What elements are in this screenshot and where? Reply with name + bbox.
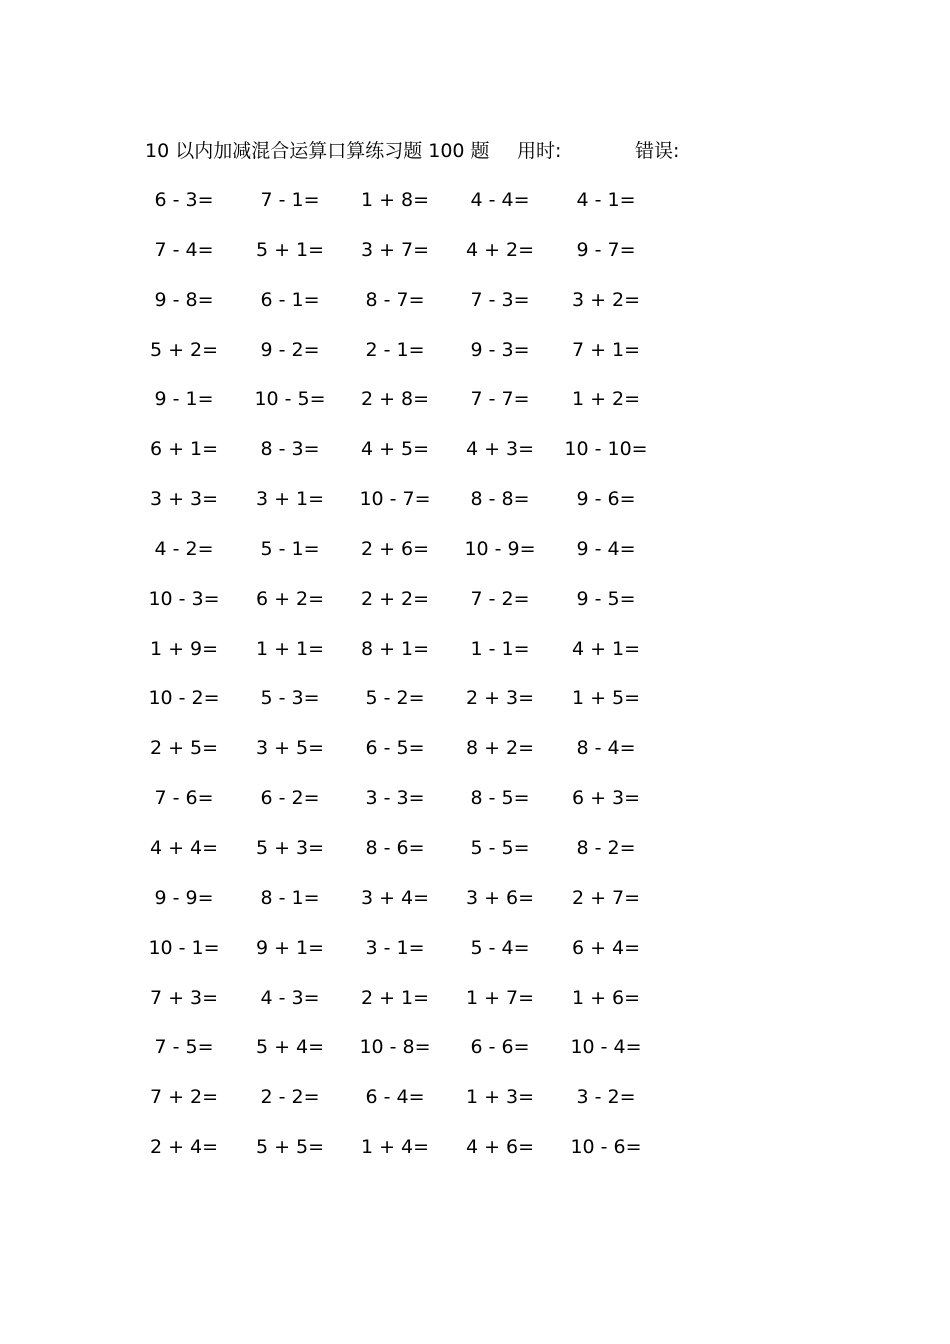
math-problem: 3 + 3= [149, 488, 219, 511]
math-problem: 4 + 5= [360, 438, 430, 461]
math-problem: 4 + 2= [465, 238, 535, 261]
problem-row [145, 585, 685, 635]
math-problem: 2 + 6= [360, 537, 430, 560]
problem-grid [145, 186, 685, 1183]
math-problem: 4 + 1= [571, 637, 641, 660]
math-problem: 6 + 1= [149, 438, 219, 461]
math-problem: 2 - 1= [365, 338, 425, 361]
math-problem: 5 + 2= [149, 338, 219, 361]
math-problem: 1 + 2= [571, 388, 641, 411]
math-problem: 8 - 1= [260, 886, 320, 909]
math-problem: 4 - 1= [576, 189, 636, 211]
math-problem: 1 - 1= [470, 637, 530, 660]
math-problem: 7 - 3= [470, 288, 530, 311]
math-problem: 10 - 5= [254, 388, 326, 411]
math-problem: 8 - 3= [260, 438, 320, 461]
math-problem: 10 - 10= [564, 438, 648, 461]
math-problem: 6 + 2= [255, 587, 325, 610]
math-problem: 6 - 2= [260, 787, 320, 810]
math-problem: 3 + 2= [571, 288, 641, 311]
math-problem: 1 + 5= [571, 687, 641, 710]
math-problem: 8 + 1= [360, 637, 430, 660]
problem-row [145, 1033, 685, 1083]
math-problem: 3 + 7= [360, 238, 430, 261]
math-problem: 1 + 1= [255, 637, 325, 660]
math-problem: 4 - 2= [154, 537, 214, 560]
math-problem: 9 - 3= [470, 338, 530, 361]
math-problem: 9 - 2= [260, 338, 320, 361]
math-problem: 3 + 4= [360, 886, 430, 909]
math-problem: 9 - 6= [576, 488, 636, 511]
math-problem: 7 - 5= [154, 1036, 214, 1059]
math-problem: 3 + 1= [255, 488, 325, 511]
math-problem: 8 - 7= [365, 288, 425, 311]
problem-row [145, 784, 685, 834]
math-problem: 5 + 1= [255, 238, 325, 261]
math-problem: 10 - 1= [148, 936, 220, 959]
math-problem: 3 - 1= [365, 936, 425, 959]
math-problem: 10 - 4= [570, 1036, 642, 1059]
math-problem: 9 - 9= [154, 886, 214, 909]
errors-label: 错误: [635, 140, 680, 162]
math-problem: 5 - 4= [470, 936, 530, 959]
problem-row [145, 984, 685, 1034]
math-problem: 5 - 2= [365, 687, 425, 710]
problem-row [145, 834, 685, 884]
math-problem: 7 - 1= [260, 189, 320, 211]
math-problem: 9 - 4= [576, 537, 636, 560]
math-problem: 3 + 6= [465, 886, 535, 909]
math-problem: 5 + 3= [255, 836, 325, 859]
math-problem: 9 - 1= [154, 388, 214, 411]
math-problem: 10 - 8= [359, 1036, 431, 1059]
math-problem: 9 + 1= [255, 936, 325, 959]
math-problem: 6 - 1= [260, 288, 320, 311]
problem-row [145, 1133, 685, 1183]
math-problem: 8 - 6= [365, 836, 425, 859]
math-problem: 8 - 5= [470, 787, 530, 810]
math-problem: 1 + 7= [465, 986, 535, 1009]
problem-row [145, 684, 685, 734]
math-problem: 1 + 9= [149, 637, 219, 660]
math-problem: 10 - 3= [148, 587, 220, 610]
math-problem: 4 + 3= [465, 438, 535, 461]
problem-row [145, 435, 685, 485]
worksheet-title: 10 以内加减混合运算口算练习题 100 题 [145, 140, 490, 162]
math-problem: 2 + 7= [571, 886, 641, 909]
math-problem: 5 + 4= [255, 1036, 325, 1059]
math-problem: 9 - 7= [576, 238, 636, 261]
math-problem: 8 - 8= [470, 488, 530, 511]
problem-row [145, 884, 685, 934]
math-problem: 2 + 1= [360, 986, 430, 1009]
math-problem: 9 - 8= [154, 288, 214, 311]
math-problem: 10 - 2= [148, 687, 220, 710]
math-problem: 5 - 3= [260, 687, 320, 710]
math-problem: 4 + 6= [465, 1136, 535, 1159]
math-problem: 5 - 5= [470, 836, 530, 859]
math-problem: 4 - 3= [260, 986, 320, 1009]
math-problem: 10 - 7= [359, 488, 431, 511]
math-problem: 1 + 8= [360, 189, 430, 211]
math-problem: 1 + 3= [465, 1086, 535, 1109]
problem-row [145, 734, 685, 784]
math-problem: 5 + 5= [255, 1136, 325, 1159]
problem-row [145, 336, 685, 386]
problem-row [145, 485, 685, 535]
math-problem: 5 - 1= [260, 537, 320, 560]
problem-row [145, 286, 685, 336]
math-problem: 8 + 2= [465, 737, 535, 760]
math-problem: 6 - 6= [470, 1036, 530, 1059]
math-problem: 7 - 6= [154, 787, 214, 810]
math-problem: 9 - 5= [576, 587, 636, 610]
problem-row [145, 635, 685, 685]
math-problem: 6 - 4= [365, 1086, 425, 1109]
math-problem: 3 + 5= [255, 737, 325, 760]
math-problem: 1 + 4= [360, 1136, 430, 1159]
math-problem: 8 - 2= [576, 836, 636, 859]
math-problem: 7 - 2= [470, 587, 530, 610]
math-problem: 2 + 8= [360, 388, 430, 411]
math-problem: 2 + 2= [360, 587, 430, 610]
math-problem: 6 - 3= [154, 189, 214, 211]
math-problem: 2 + 3= [465, 687, 535, 710]
math-problem: 7 - 4= [154, 238, 214, 261]
math-problem: 2 - 2= [260, 1086, 320, 1109]
problem-row [145, 535, 685, 585]
math-problem: 10 - 9= [464, 537, 536, 560]
math-problem: 8 - 4= [576, 737, 636, 760]
math-problem: 2 + 5= [149, 737, 219, 760]
math-problem: 7 + 2= [149, 1086, 219, 1109]
problem-row [145, 186, 685, 236]
math-problem: 4 - 4= [470, 189, 530, 211]
math-problem: 3 - 3= [365, 787, 425, 810]
math-problem: 7 + 1= [571, 338, 641, 361]
math-problem: 10 - 6= [570, 1136, 642, 1159]
math-problem: 6 + 4= [571, 936, 641, 959]
time-used-label: 用时: [517, 140, 562, 162]
problem-row [145, 934, 685, 984]
math-problem: 7 - 7= [470, 388, 530, 411]
math-problem: 6 - 5= [365, 737, 425, 760]
math-problem: 6 + 3= [571, 787, 641, 810]
math-problem: 7 + 3= [149, 986, 219, 1009]
math-problem: 2 + 4= [149, 1136, 219, 1159]
math-problem: 1 + 6= [571, 986, 641, 1009]
math-problem: 3 - 2= [576, 1086, 636, 1109]
problem-row [145, 1083, 685, 1133]
math-problem: 4 + 4= [149, 836, 219, 859]
problem-row [145, 236, 685, 286]
problem-row [145, 385, 685, 435]
